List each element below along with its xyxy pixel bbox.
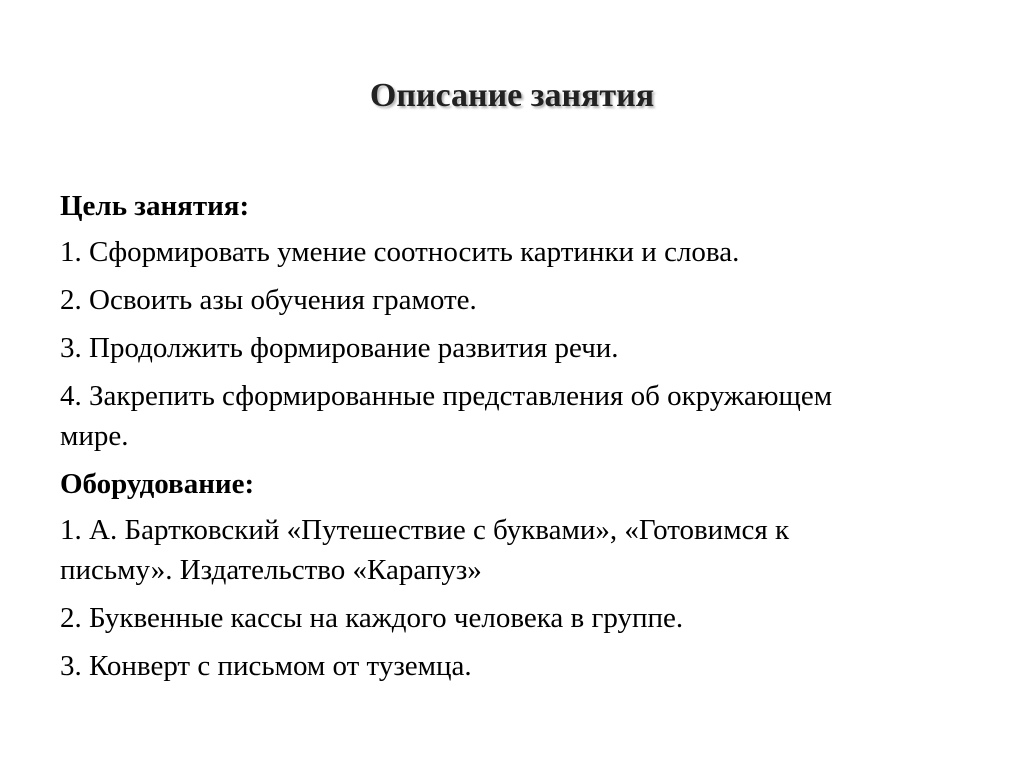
- goal-item-1: 1. Сформировать умение соотносить картинки и слова.: [60, 236, 740, 268]
- slide-title: Описание занятия: [369, 77, 655, 114]
- equipment-item-3: 3. Конверт с письмом от туземца.: [60, 650, 472, 682]
- goals-heading: Цель занятия:: [60, 190, 250, 222]
- goal-item-3: 3. Продолжить формирование развития речи.: [60, 332, 619, 364]
- equipment-item-1: 1. А. Бартковский «Путешествие с буквами», «Готовимся к письму». Издательство «Карапуз»: [60, 514, 790, 586]
- goal-item-2: 2. Освоить азы обучения грамоте.: [60, 284, 477, 316]
- goal-item-4: 4. Закрепить сформированные представления об окружающем мире.: [60, 380, 833, 452]
- equipment-item-2: 2. Буквенные кассы на каждого человека в группе.: [60, 602, 684, 634]
- equipment-heading: Оборудование:: [60, 468, 255, 500]
- slide-content: [60, 186, 960, 694]
